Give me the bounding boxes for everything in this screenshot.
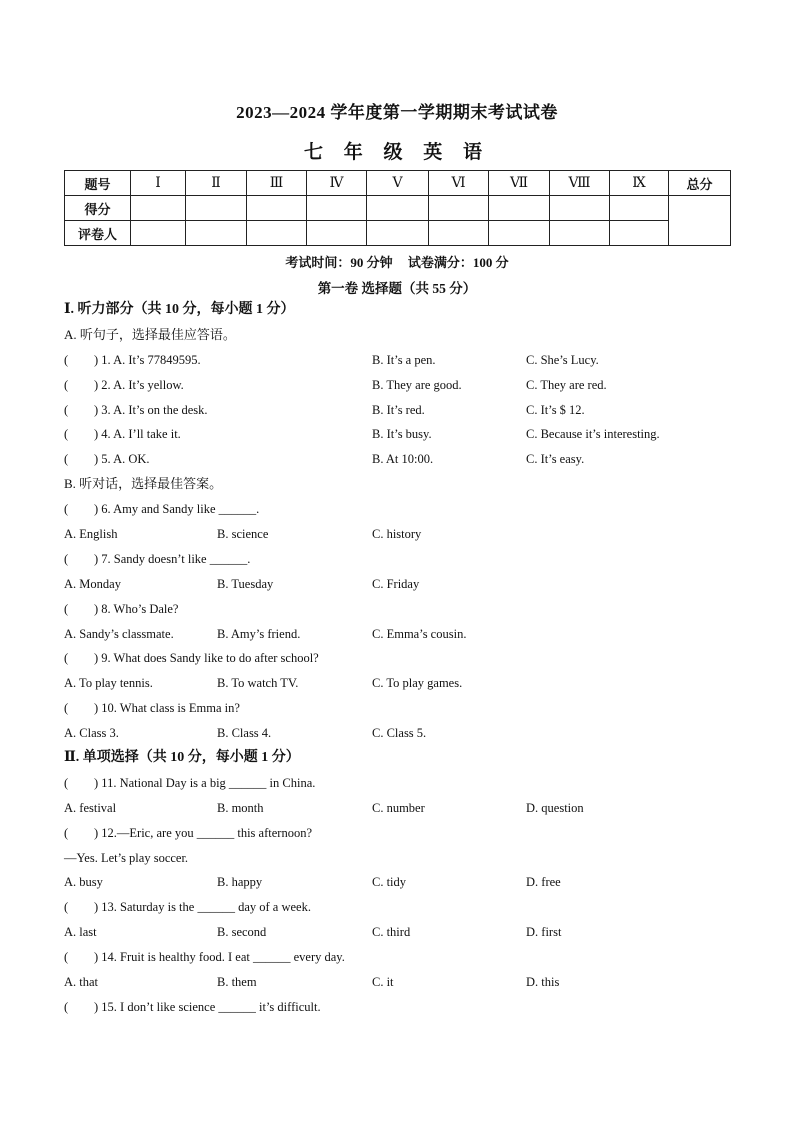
option-b: B. second	[217, 925, 267, 940]
option-c: C. It’s $ 12.	[526, 402, 585, 417]
subsection-title: A. 听句子，选择最佳应答语。	[64, 326, 236, 342]
question-stem-line	[64, 948, 744, 973]
question-stem-line	[64, 500, 744, 525]
question-stem-line	[64, 998, 744, 1023]
option-b: B. At 10:00.	[372, 452, 434, 467]
answer-blank[interactable]: (	[64, 377, 69, 392]
table-header-cell: 题号	[65, 171, 131, 196]
score-cell[interactable]	[186, 196, 247, 221]
option-c: C. it	[372, 975, 394, 990]
option-a: A. Sandy’s classmate.	[64, 626, 174, 641]
score-row	[65, 196, 731, 221]
option-d: D. this	[526, 975, 560, 990]
question-item	[64, 376, 744, 401]
score-cell[interactable]	[307, 196, 367, 221]
question-options	[64, 973, 744, 998]
question-stem: ) 5. A. OK.	[94, 452, 150, 467]
option-c: C. They are red.	[526, 377, 607, 392]
option-b: B. Amy’s friend.	[217, 626, 301, 641]
question-stem: ) 8. Who’s Dale?	[94, 601, 179, 616]
answer-blank[interactable]: (	[64, 950, 69, 965]
answer-blank[interactable]: (	[64, 427, 69, 442]
option-c: C. Friday	[372, 576, 420, 591]
answer-blank[interactable]: (	[64, 551, 69, 566]
question-stem: ) 6. Amy and Sandy like ______.	[94, 502, 260, 517]
score-cell[interactable]	[489, 196, 550, 221]
answer-blank[interactable]: (	[64, 402, 69, 417]
option-d: D. free	[526, 875, 561, 890]
option-b: B. month	[217, 800, 264, 815]
option-c: C. tidy	[372, 875, 407, 890]
option-d: D. question	[526, 800, 584, 815]
grader-cell[interactable]	[247, 221, 307, 246]
question-stem: ) 2. A. It’s yellow.	[94, 377, 184, 392]
table-header-cell: Ⅱ	[186, 171, 247, 196]
option-b: B. To watch TV.	[217, 676, 299, 691]
question-stem: ) 7. Sandy doesn’t like ______.	[94, 551, 251, 566]
option-b: B. It’s busy.	[372, 427, 432, 442]
score-cell[interactable]	[367, 196, 429, 221]
question-extra: —Yes. Let’s play soccer.	[64, 850, 189, 865]
option-b: B. Class 4.	[217, 726, 272, 741]
grader-cell[interactable]	[429, 221, 489, 246]
answer-blank[interactable]: (	[64, 701, 69, 716]
answer-blank[interactable]: (	[64, 999, 69, 1014]
answer-blank[interactable]: (	[64, 775, 69, 790]
option-c: C. number	[372, 800, 425, 815]
question-options	[64, 525, 744, 550]
question-options	[64, 575, 744, 600]
answer-blank[interactable]: (	[64, 825, 69, 840]
grader-row-label: 评卷人	[65, 221, 131, 246]
grader-cell[interactable]	[367, 221, 429, 246]
option-b: B. It’s red.	[372, 402, 425, 417]
grade-subject-title: 七 年 级 英 语	[303, 142, 490, 163]
score-cell[interactable]	[610, 196, 669, 221]
option-b: B. Tuesday	[217, 576, 274, 591]
exam-info	[0, 252, 794, 271]
question-stem: ) 1. A. It’s 77849595.	[94, 352, 201, 367]
option-b: B. them	[217, 975, 257, 990]
part-one-title: 第一卷 选择题（共 55 分）	[317, 281, 477, 296]
exam-full-score: 试卷满分：100 分	[407, 255, 509, 270]
score-cell[interactable]	[429, 196, 489, 221]
dialogue-response	[64, 849, 744, 874]
option-b: B. science	[217, 527, 269, 542]
table-header-cell: 总分	[669, 171, 731, 196]
table-header-cell: Ⅳ	[307, 171, 367, 196]
question-options	[64, 873, 744, 898]
section-title: Ⅱ. 单项选择（共 10 分，每小题 1 分）	[64, 750, 300, 766]
question-item	[64, 351, 744, 376]
score-row-label: 得分	[65, 196, 131, 221]
question-options	[64, 923, 744, 948]
question-item	[64, 401, 744, 426]
option-c: C. To play games.	[372, 676, 463, 691]
option-a: A. English	[64, 527, 118, 542]
question-item	[64, 425, 744, 450]
question-options	[64, 724, 744, 749]
question-stem: ) 13. Saturday is the ______ day of a week.	[94, 900, 311, 915]
question-stem-line	[64, 550, 744, 575]
answer-blank[interactable]: (	[64, 900, 69, 915]
option-c: C. Because it’s interesting.	[526, 427, 660, 442]
table-header-cell: Ⅶ	[489, 171, 550, 196]
question-item	[64, 450, 744, 475]
option-d: D. first	[526, 925, 562, 940]
exam-title: 2023—2024 学年度第一学期期末考试试卷	[236, 103, 558, 122]
grader-cell[interactable]	[489, 221, 550, 246]
question-stem-line	[64, 649, 744, 674]
table-header-cell: Ⅷ	[550, 171, 610, 196]
option-c: C. Emma’s cousin.	[372, 626, 467, 641]
grader-cell[interactable]	[131, 221, 186, 246]
exam-time: 考试时间：90 分钟	[285, 255, 393, 270]
question-stem: ) 12.—Eric, are you ______ this afternoon?	[94, 825, 312, 840]
option-a: A. that	[64, 975, 99, 990]
table-header-cell: Ⅲ	[247, 171, 307, 196]
option-a: A. festival	[64, 800, 117, 815]
subsection-title: B. 听对话，选择最佳答案。	[64, 476, 223, 492]
option-c: C. She’s Lucy.	[526, 352, 599, 367]
option-a: A. Monday	[64, 576, 121, 591]
option-b: B. happy	[217, 875, 263, 890]
question-list	[64, 301, 744, 1023]
option-a: A. last	[64, 925, 97, 940]
question-stem: ) 11. National Day is a big ______ in China.	[94, 775, 316, 790]
answer-blank[interactable]: (	[64, 452, 69, 467]
option-b: B. It’s a pen.	[372, 352, 436, 367]
option-c: C. Class 5.	[372, 726, 427, 741]
option-a: A. To play tennis.	[64, 676, 153, 691]
score-cell[interactable]	[550, 196, 610, 221]
answer-blank[interactable]: (	[64, 651, 69, 666]
question-stem-line	[64, 774, 744, 799]
grader-cell[interactable]	[610, 221, 669, 246]
question-options	[64, 625, 744, 650]
option-a: A. Class 3.	[64, 726, 119, 741]
question-stem-line	[64, 699, 744, 724]
total-score-cell[interactable]	[669, 196, 731, 246]
question-stem: ) 3. A. It’s on the desk.	[94, 402, 208, 417]
grader-cell[interactable]	[550, 221, 610, 246]
option-c: C. third	[372, 925, 411, 940]
answer-blank[interactable]: (	[64, 601, 69, 616]
question-stem: ) 15. I don’t like science ______ it’s difficult.	[94, 999, 321, 1014]
option-c: C. It’s easy.	[526, 452, 585, 467]
question-options	[64, 799, 744, 824]
question-stem: ) 10. What class is Emma in?	[94, 701, 240, 716]
question-stem: ) 4. A. I’ll take it.	[94, 427, 181, 442]
question-stem-line	[64, 898, 744, 923]
score-table-header-row	[65, 171, 731, 196]
question-stem: ) 14. Fruit is healthy food. I eat ______ every day.	[94, 950, 345, 965]
question-options	[64, 674, 744, 699]
score-table	[64, 170, 731, 246]
grader-cell[interactable]	[186, 221, 247, 246]
option-c: C. history	[372, 527, 422, 542]
option-a: A. busy	[64, 875, 103, 890]
table-header-cell: Ⅴ	[367, 171, 429, 196]
answer-blank[interactable]: (	[64, 502, 69, 517]
grader-cell[interactable]	[307, 221, 367, 246]
answer-blank[interactable]: (	[64, 352, 69, 367]
score-cell[interactable]	[131, 196, 186, 221]
table-header-cell: Ⅰ	[131, 171, 186, 196]
table-header-cell: Ⅵ	[429, 171, 489, 196]
question-stem: ) 9. What does Sandy like to do after school?	[94, 651, 319, 666]
option-b: B. They are good.	[372, 377, 462, 392]
question-stem-line	[64, 824, 744, 849]
question-stem-line	[64, 600, 744, 625]
score-cell[interactable]	[247, 196, 307, 221]
table-header-cell: Ⅸ	[610, 171, 669, 196]
section-title: Ⅰ. 听力部分（共 10 分，每小题 1 分）	[64, 302, 295, 317]
grader-row	[65, 221, 731, 246]
